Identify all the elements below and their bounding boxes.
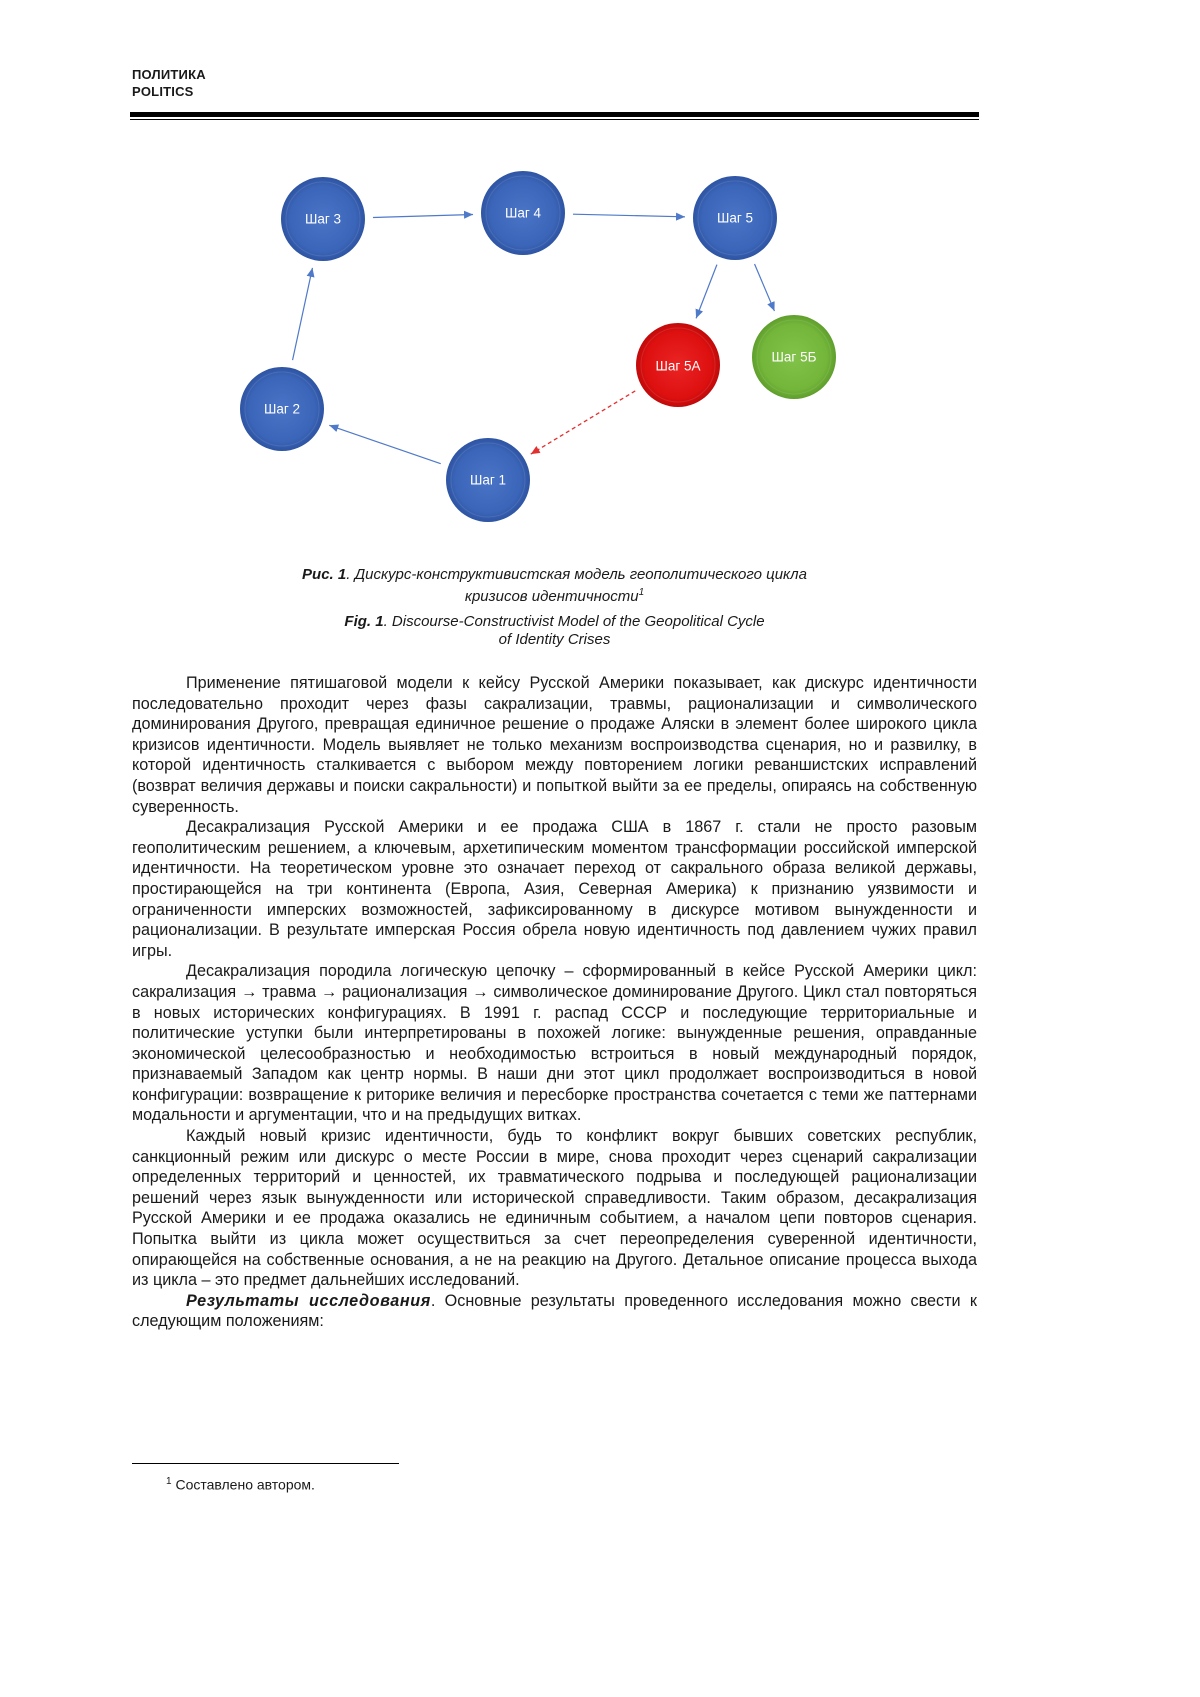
node-step3	[281, 177, 365, 261]
paragraph-results	[132, 1291, 977, 1332]
article-body	[132, 673, 977, 1332]
arrow-step2-to-step3	[293, 268, 313, 360]
caption-en-line1: . Discourse-Constructivist Model of the Geopolitical Cycle	[383, 613, 765, 630]
footnote-rule	[132, 1463, 399, 1464]
footnote-number: 1	[166, 1476, 172, 1487]
results-text: . Основные результаты проведенного исследования можно свести к следующим положениям:	[132, 1291, 977, 1331]
node-label: Шаг 3	[304, 211, 342, 227]
node-step1	[446, 438, 530, 522]
arrow-step4-to-step5	[573, 214, 685, 217]
node-label: Шаг 1	[469, 472, 507, 488]
caption-en-line2: of Identity Crises	[498, 631, 611, 648]
section-title-en: POLITICS	[132, 84, 194, 99]
results-heading: Результаты исследования	[186, 1291, 431, 1310]
section-title-ru: ПОЛИТИКА	[132, 67, 206, 82]
node-step5b	[752, 315, 836, 399]
figure-caption-ru	[130, 566, 979, 606]
node-label: Шаг 5Б	[771, 349, 817, 365]
arrow-step1-to-step2	[329, 425, 440, 463]
caption-en-label: Fig. 1	[344, 613, 384, 630]
paragraph: Десакрализация породила логическую цепочку – сформированный в кейсе Русской Америки цикл: сакрализация → травма → рационализация → символическое доминирование Другого. Цикл стал повторяться в новых исторических конфигурациях. В 1991 г. распад СССР и последующие территориальные и политические уступки были интерпретированы в похожей логике: вынужденные решения, оправданные экономической целесообразностью и необходимостью встроиться в новый международный порядок, признаваемый Западом как центр нормы. В наши дни этот цикл продолжает воспроизводиться в новой конфигурации: возвращение к риторике величия и пересборке пространства сочетается с теми же паттернами модальности и аргументации, что и на предыдущих витках.	[132, 962, 977, 1125]
cycle-diagram	[0, 0, 1100, 560]
node-step5	[693, 176, 777, 260]
node-step2	[240, 367, 324, 451]
node-step5a	[636, 323, 720, 407]
paragraph: Каждый новый кризис идентичности, будь то конфликт вокруг бывших советских республик, санкционный режим или дискурс о месте России в мире, снова проходит через сценарий сакрализации определенных территорий и ценностей, их травматического подрыва и последующей рационализации решений через язык вынужденности или исторической справедливости. Таким образом, десакрализация Русской Америки и ее продажа оказались не единичным событием, а началом цепи повторов сценария. Попытка выйти из цикла может осуществиться за счет переопределения суверенной идентичности, опирающейся на собственные основания, а не на реакцию на Другого. Детальное описание процесса выхода из цикла – это предмет дальнейших исследований.	[132, 1127, 977, 1290]
node-label: Шаг 4	[504, 205, 542, 221]
node-step4	[481, 171, 565, 255]
footnote	[166, 1473, 315, 1494]
caption-ru-line2: кризисов идентичности	[464, 588, 639, 605]
arrow-step5-to-step5b	[755, 264, 775, 311]
arrow-step3-to-step4	[373, 214, 473, 217]
figure-caption-en	[130, 613, 979, 649]
arrow-step5a-to-step1	[531, 391, 635, 454]
caption-footnote-ref[interactable]: 1	[638, 587, 645, 598]
node-label: Шаг 5	[716, 210, 754, 226]
caption-ru-label: Рис. 1	[302, 566, 347, 583]
node-label: Шаг 5А	[655, 358, 701, 374]
caption-ru-line1: . Дискурс-конструктивистская модель геополитического цикла	[346, 566, 807, 583]
paragraph: Десакрализация Русской Америки и ее продажа США в 1867 г. стали не просто разовым геополитическим решением, а ключевым, архетипическим моментом трансформации российской имперской идентичности. На теоретическом уровне это означает переход от сакрального образа великой державы, простирающейся на три континента (Европа, Азия, Северная Америка) к признанию уязвимости и ограниченности имперских возможностей, зафиксированному в дискурсе мотивом вынужденности и рационализации. В результате имперская Россия обрела новую идентичность под давлением чужих правил игры.	[132, 818, 977, 960]
arrow-step5-to-step5a	[696, 265, 717, 319]
paragraph: Применение пятишаговой модели к кейсу Русской Америки показывает, как дискурс идентичности последовательно проходит через фазы сакрализации, травмы, рационализации и символического доминирования Другого, превращая единичное решение о продаже Аляски в элемент более широкого цикла кризисов идентичности. Модель выявляет не только механизм воспроизводства сценария, но и развилку, в которой идентичность сталкивается с выбором между повторением логики реваншистских исправлений (возврат величия державы и поиски сакральности) и попыткой выйти за ее пределы, опираясь на собственную суверенность.	[132, 674, 977, 816]
footnote-text: Составлено автором.	[171, 1476, 315, 1493]
node-label: Шаг 2	[263, 401, 301, 417]
